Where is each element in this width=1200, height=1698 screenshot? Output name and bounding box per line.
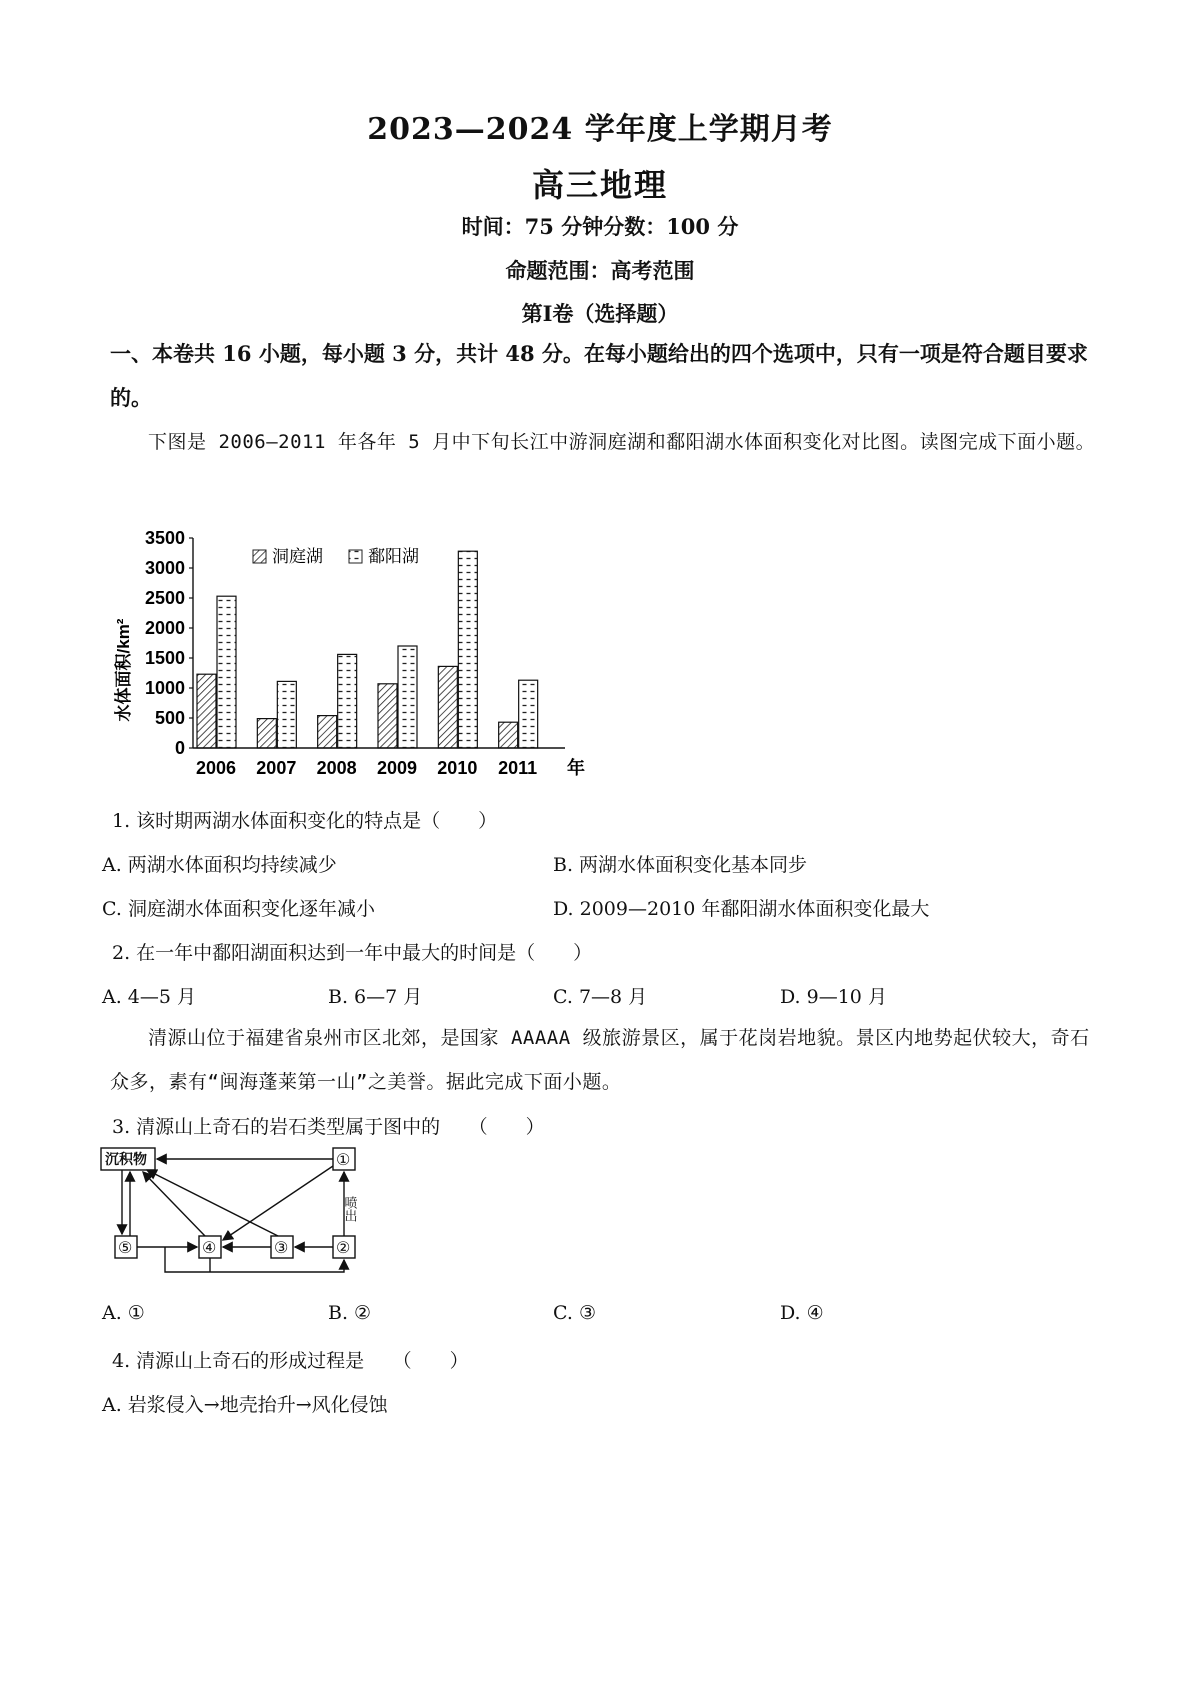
y-tick-label: 1000 — [144, 678, 185, 698]
y-tick-label: 1500 — [144, 648, 185, 668]
legend-swatch-poyang — [349, 550, 362, 563]
q4-stem: 4. 清源山上奇石的形成过程是 （ ） — [112, 1350, 469, 1372]
bar-洞庭湖-2011 — [499, 722, 518, 748]
q1-option-b[interactable]: B. 两湖水体面积变化基本同步 — [553, 854, 808, 876]
q3-stem: 3. 清源山上奇石的岩石类型属于图中的 （ ） — [112, 1116, 545, 1138]
x-tick-label: 2009 — [376, 758, 418, 778]
q2-option-d[interactable]: D. 9—10 月 — [780, 986, 887, 1008]
legend — [253, 547, 419, 566]
bars — [197, 551, 538, 748]
x-tick-label: 2008 — [316, 758, 357, 778]
label-2: ② — [336, 1238, 351, 1257]
section-instruction: 一、本卷共 16 小题，每小题 3 分，共计 48 分。在每小题给出的四个选项中，只有一项是符合题目要求的。 — [110, 341, 1088, 410]
x-tick-label: 2007 — [256, 758, 297, 778]
y-axis — [145, 528, 193, 758]
x-tick-label: 2011 — [498, 758, 538, 778]
exam-scope: 命题范围：高考范围 — [505, 258, 695, 283]
q2-option-c[interactable]: C. 7—8 月 — [553, 986, 648, 1008]
bar-鄱阳湖-2011 — [519, 680, 538, 748]
time-score: 时间：75 分钟分数：100 分 — [461, 214, 739, 239]
q3-option-c[interactable]: C. ③ — [553, 1302, 596, 1324]
bar-鄱阳湖-2008 — [338, 654, 357, 748]
bar-洞庭湖-2007 — [257, 719, 276, 748]
material-1: 下图是 2006—2011 年各年 5 月中下旬长江中游洞庭湖和鄱阳湖水体面积变化对比图。读图完成下面小题。 — [148, 431, 1096, 453]
q1-option-d[interactable]: D. 2009—2010 年鄱阳湖水体面积变化最大 — [553, 898, 930, 920]
q1-option-c[interactable]: C. 洞庭湖水体面积变化逐年减小 — [102, 898, 375, 920]
x-axis — [193, 748, 585, 779]
q4-option-a[interactable]: A. 岩浆侵入→地壳抬升→风化侵蚀 — [102, 1394, 388, 1416]
y-axis-label: 水体面积/km² — [114, 618, 133, 722]
bar-鄱阳湖-2007 — [277, 681, 296, 748]
volume-title: 第Ⅰ卷（选择题） — [521, 301, 679, 326]
material-2: 清源山位于福建省泉州市区北郊，是国家 AAAAA 级旅游景区，属于花岗岩地貌。景区内地势起伏较大，奇石众多，素有“闽海蓬莱第一山”之美誉。据此完成下面小题。 — [110, 1027, 1090, 1093]
exam-title: 2023—2024 学年度上学期月考 — [367, 112, 833, 147]
y-tick-label: 2000 — [144, 618, 185, 638]
y-tick-label: 0 — [174, 738, 185, 758]
q1-stem: 1. 该时期两湖水体面积变化的特点是（ ） — [112, 810, 498, 832]
q1-option-a[interactable]: A. 两湖水体面积均持续减少 — [102, 854, 337, 876]
legend-swatch-dongting — [253, 550, 266, 563]
bar-鄱阳湖-2009 — [398, 646, 417, 748]
label-5: ⑤ — [118, 1238, 133, 1257]
bar-洞庭湖-2010 — [438, 666, 457, 748]
y-tick-label: 3000 — [144, 558, 185, 578]
label-1: ① — [336, 1150, 351, 1169]
q2-stem: 2. 在一年中鄱阳湖面积达到一年中最大的时间是（ ） — [112, 942, 593, 964]
subject-title: 高三地理 — [531, 166, 668, 204]
q2-option-a[interactable]: A. 4—5 月 — [102, 986, 197, 1008]
q3-option-b[interactable]: B. ② — [328, 1302, 372, 1324]
y-tick-label: 500 — [154, 708, 185, 728]
label-erupt: 喷出 — [341, 1196, 357, 1222]
legend-label-dongting: 洞庭湖 — [272, 547, 323, 566]
bar-洞庭湖-2008 — [318, 716, 337, 748]
y-tick-label: 2500 — [144, 588, 185, 608]
legend-label-poyang: 鄱阳湖 — [368, 547, 419, 566]
bar-洞庭湖-2009 — [378, 684, 397, 748]
bar-鄱阳湖-2006 — [217, 596, 236, 748]
x-tick-label: 2010 — [437, 758, 478, 778]
bar-洞庭湖-2006 — [197, 674, 216, 748]
x-tick-label: 2006 — [195, 758, 237, 778]
label-3: ③ — [274, 1238, 289, 1257]
y-tick-label: 3500 — [144, 528, 185, 548]
rock-cycle-diagram — [95, 1140, 375, 1290]
q2-option-b[interactable]: B. 6—7 月 — [328, 986, 423, 1008]
q3-option-d[interactable]: D. ④ — [780, 1302, 824, 1324]
x-unit-label: 年 — [567, 758, 585, 779]
q3-option-a[interactable]: A. ① — [102, 1302, 145, 1324]
label-sediment: 沉积物 — [105, 1152, 147, 1168]
label-4: ④ — [202, 1238, 217, 1257]
lake-area-chart — [105, 520, 605, 790]
bar-鄱阳湖-2010 — [458, 551, 477, 748]
